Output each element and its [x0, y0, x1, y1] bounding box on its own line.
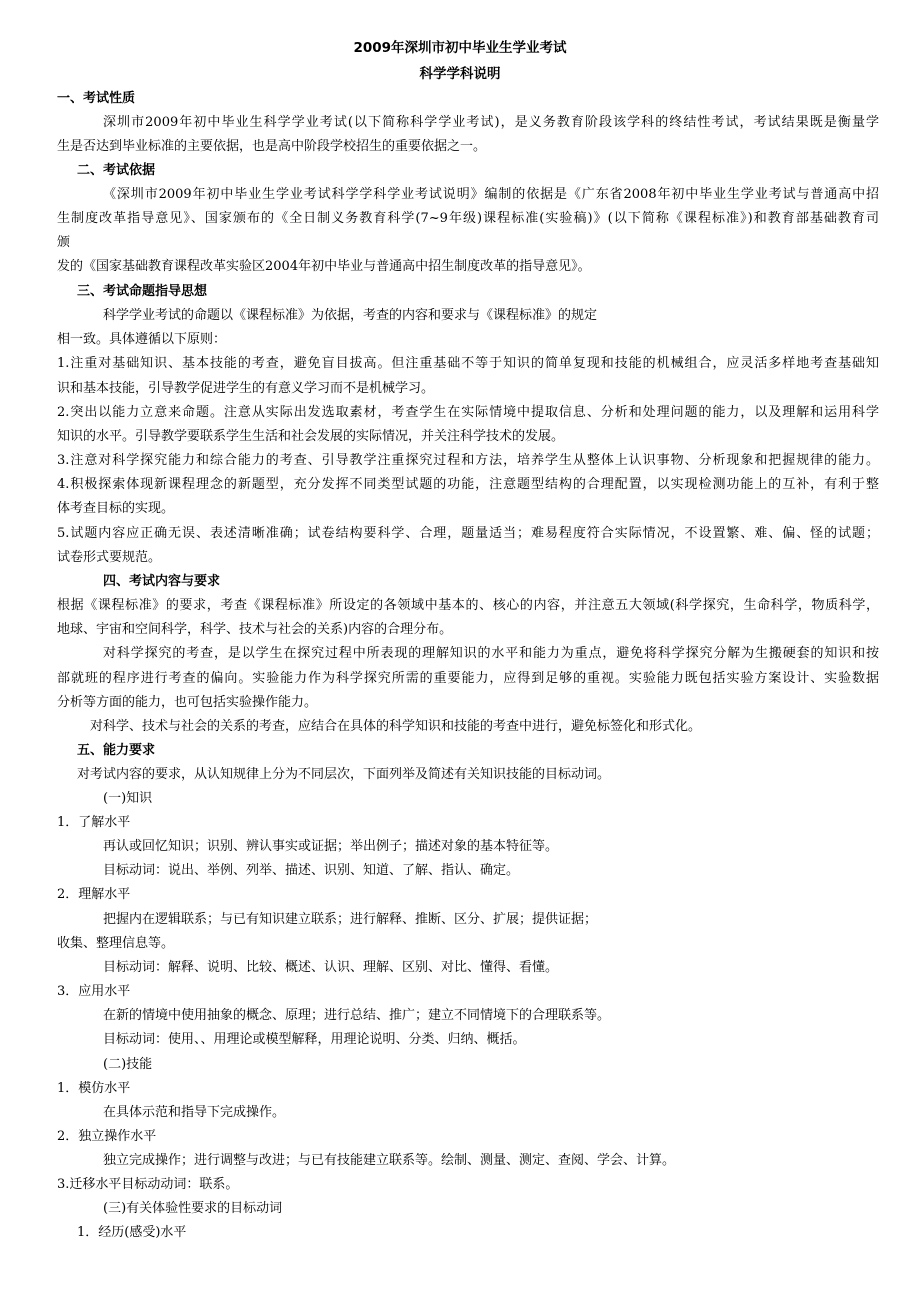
list-item: 识和基本技能，引导教学促进学生的有意义学习而不是机械学习。 — [57, 381, 435, 396]
paragraph-line: 地球、宇宙和空间科学，科学、技术与社会的关系)内容的合理分布。 — [57, 622, 453, 637]
document-subtitle: 科学学科说明 — [419, 66, 501, 82]
level-title: 3.迁移水平目标动动词：联系。 — [57, 1177, 239, 1192]
level-verbs: 目标动词：使用、、用理论或模型解释，用理论说明、分类、归纳、概括。 — [103, 1032, 526, 1047]
level-description: 独立完成操作；进行调整与改进；与已有技能建立联系等。绘制、测量、测定、查阅、学会、计算。 — [103, 1153, 676, 1168]
list-item: 4.积极探索体现新课程理念的新题型，充分发挥不同类型试题的功能，注意题型结构的合理配置，以实现检测功能上的互补，有利于整 — [57, 477, 879, 492]
level-verbs: 目标动词：说出、举例、列举、描述、识别、知道、了解、指认、确定。 — [103, 863, 520, 878]
document-title: 2009年深圳市初中毕业生学业考试 — [353, 40, 567, 56]
list-item: 2.突出以能力立意来命题。注意从实际出发选取素材，考查学生在实际情境中提取信息、分析和处理问题的能力，以及理解和运用科学 — [57, 405, 879, 420]
list-item: 试卷形式要规范。 — [57, 550, 162, 565]
paragraph-line: 对科学、技术与社会的关系的考查，应结合在具体的科学知识和技能的考查中进行，避免标签化和形式化。 — [90, 719, 702, 734]
subsection-title: (二)技能 — [103, 1057, 153, 1072]
list-item: 3.注意对科学探究能力和综合能力的考查、引导教学注重探究过程和方法，培养学生从整体上认识事物、分析现象和把握规律的能力。 — [57, 453, 879, 468]
subsection-title: (三)有关体验性要求的目标动词 — [103, 1201, 283, 1216]
paragraph-line: 深圳市2009年初中毕业生科学学业考试(以下简称科学学业考试)，是义务教育阶段该学科的终结性考试，考试结果既是衡量学 — [103, 115, 879, 130]
section-5-heading: 五、能力要求 — [77, 743, 156, 758]
section-2-heading: 二、考试依据 — [77, 163, 156, 178]
level-title: 2．理解水平 — [57, 887, 131, 902]
section-4-heading: 四、考试内容与要求 — [103, 574, 221, 589]
paragraph-line: 分析等方面的能力，也可包括实验操作能力。 — [57, 695, 318, 710]
paragraph-line: 部就班的程序进行考查的偏向。实验能力作为科学探究所需的重要能力，应得到足够的重视。实验能力既包括实验方案设计、实验数据 — [57, 671, 879, 686]
list-item: 5.试题内容应正确无误、表述清晰准确；试卷结构要科学、合理，题量适当；难易程度符合实际情况，不设置繁、难、偏、怪的试题； — [57, 526, 879, 541]
paragraph-line: 对科学探究的考查，是以学生在探究过程中所表现的理解知识的水平和能力为重点，避免将科学探究分解为生搬硬套的知识和按 — [103, 646, 879, 661]
level-verbs: 目标动词：解释、说明、比较、概述、认识、理解、区别、对比、懂得、看懂。 — [103, 960, 559, 975]
level-title: 1．了解水平 — [57, 815, 131, 830]
paragraph-line: 根据《课程标准》的要求，考查《课程标准》所设定的各领域中基本的、核心的内容，并注意五大领域(科学探究，生命科学，物质科学， — [57, 598, 879, 613]
paragraph-line: 生是否达到毕业标准的主要依据，也是高中阶段学校招生的重要依据之一。 — [57, 139, 487, 154]
list-item: 体考查目标的实现。 — [57, 501, 175, 516]
paragraph-line: 《深圳市2009年初中毕业生学业考试科学学科学业考试说明》编制的依据是《广东省2008年初中毕业生学业考试与普通高中招 — [103, 187, 879, 202]
level-description: 在新的情境中使用抽象的概念、原理；进行总结、推广；建立不同情境下的合理联系等。 — [103, 1008, 611, 1023]
level-description: 把握内在逻辑联系；与已有知识建立联系；进行解释、推断、区分、扩展；提供证据； — [103, 912, 598, 927]
level-title: 2．独立操作水平 — [57, 1129, 157, 1144]
paragraph-line: 生制度改革指导意见》、国家颁布的《全日制义务教育科学(7~9年级)课程标准(实验稿)》(以下简称《课程标准》)和教育部基础教育司 — [57, 211, 879, 226]
level-description: 在具体示范和指导下完成操作。 — [103, 1105, 286, 1120]
level-description: 收集、整理信息等。 — [57, 936, 175, 951]
section-3-heading: 三、考试命题指导思想 — [77, 284, 208, 299]
list-item: 1.注重对基础知识、基本技能的考查，避免盲目拔高。但注重基础不等于知识的简单复现和技能的机械组合，应灵活多样地考查基础知 — [57, 356, 879, 371]
paragraph-line: 科学学业考试的命题以《课程标准》为依据，考查的内容和要求与《课程标准》的规定 — [103, 308, 598, 323]
subsection-title: (一)知识 — [103, 791, 153, 806]
level-description: 再认或回忆知识；识别、辨认事实或证据；举出例子；描述对象的基本特征等。 — [103, 839, 559, 854]
section-1-heading: 一、考试性质 — [57, 91, 136, 106]
level-title: 1．模仿水平 — [57, 1081, 131, 1096]
paragraph-line: 对考试内容的要求，从认知规律上分为不同层次，下面列举及简述有关知识技能的目标动词。 — [77, 767, 611, 782]
list-item: 知识的水平。引导教学要联系学生生活和社会发展的实际情况，并关注科学技术的发展。 — [57, 429, 565, 444]
paragraph-line: 颁 — [57, 235, 71, 250]
level-title: 1．经历(感受)水平 — [77, 1225, 187, 1240]
paragraph-line: 相一致。具体遵循以下原则： — [57, 332, 227, 347]
paragraph-line: 发的《国家基础教育课程改革实验区2004年初中毕业与普通高中招生制度改革的指导意见》。 — [57, 259, 591, 274]
level-title: 3．应用水平 — [57, 984, 131, 999]
